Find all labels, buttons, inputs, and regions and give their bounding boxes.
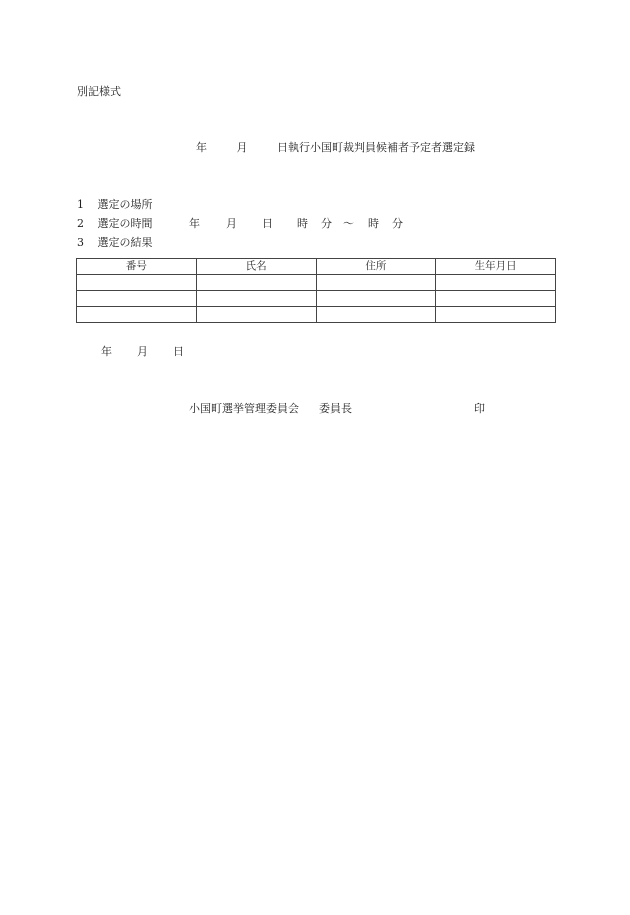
table-cell bbox=[77, 291, 197, 307]
table-cell bbox=[316, 275, 436, 291]
time-day: 日 bbox=[262, 217, 273, 230]
table-row bbox=[77, 307, 556, 323]
time-hour-start: 時 bbox=[297, 217, 308, 230]
table-cell bbox=[196, 275, 316, 291]
table-cell bbox=[196, 307, 316, 323]
title-month: 月 bbox=[236, 141, 248, 154]
signature-role: 委員長 bbox=[319, 402, 352, 415]
title-text: 日執行小国町裁判員候補者予定者選定録 bbox=[277, 141, 475, 154]
time-year: 年 bbox=[189, 217, 200, 230]
item-place bbox=[77, 199, 153, 210]
table-cell bbox=[436, 291, 556, 307]
item-number: 1 bbox=[77, 198, 84, 211]
item-number: 2 bbox=[77, 217, 84, 230]
table-cell bbox=[316, 291, 436, 307]
form-label: 別記様式 bbox=[77, 85, 121, 98]
header-name: 氏名 bbox=[196, 259, 316, 275]
time-minute-end: 分 bbox=[392, 217, 403, 230]
time-minute-start: 分 bbox=[321, 217, 332, 230]
item-number: 3 bbox=[77, 236, 84, 249]
table-row bbox=[77, 275, 556, 291]
item-result bbox=[77, 237, 153, 248]
table-cell bbox=[196, 291, 316, 307]
table-header-row bbox=[77, 259, 556, 275]
item-time bbox=[77, 218, 153, 229]
date-day: 日 bbox=[173, 345, 184, 358]
selection-result-table bbox=[76, 258, 556, 323]
table-cell bbox=[436, 307, 556, 323]
document-title bbox=[196, 142, 475, 153]
time-tilde: ～ bbox=[343, 217, 354, 230]
item-label: 選定の場所 bbox=[97, 198, 153, 211]
table-cell bbox=[436, 275, 556, 291]
table-cell bbox=[77, 307, 197, 323]
item-label: 選定の結果 bbox=[97, 236, 153, 249]
title-year: 年 bbox=[196, 141, 207, 154]
table-row bbox=[77, 291, 556, 307]
header-address: 住所 bbox=[316, 259, 436, 275]
header-birthdate: 生年月日 bbox=[436, 259, 556, 275]
date-month: 月 bbox=[137, 345, 148, 358]
table-cell bbox=[77, 275, 197, 291]
signature-org: 小国町選挙管理委員会 bbox=[189, 402, 299, 415]
seal-mark: 印 bbox=[474, 402, 485, 415]
header-number: 番号 bbox=[77, 259, 197, 275]
date-year: 年 bbox=[101, 345, 112, 358]
time-hour-end: 時 bbox=[368, 217, 379, 230]
time-month: 月 bbox=[226, 217, 237, 230]
table-cell bbox=[316, 307, 436, 323]
item-label: 選定の時間 bbox=[97, 217, 153, 230]
